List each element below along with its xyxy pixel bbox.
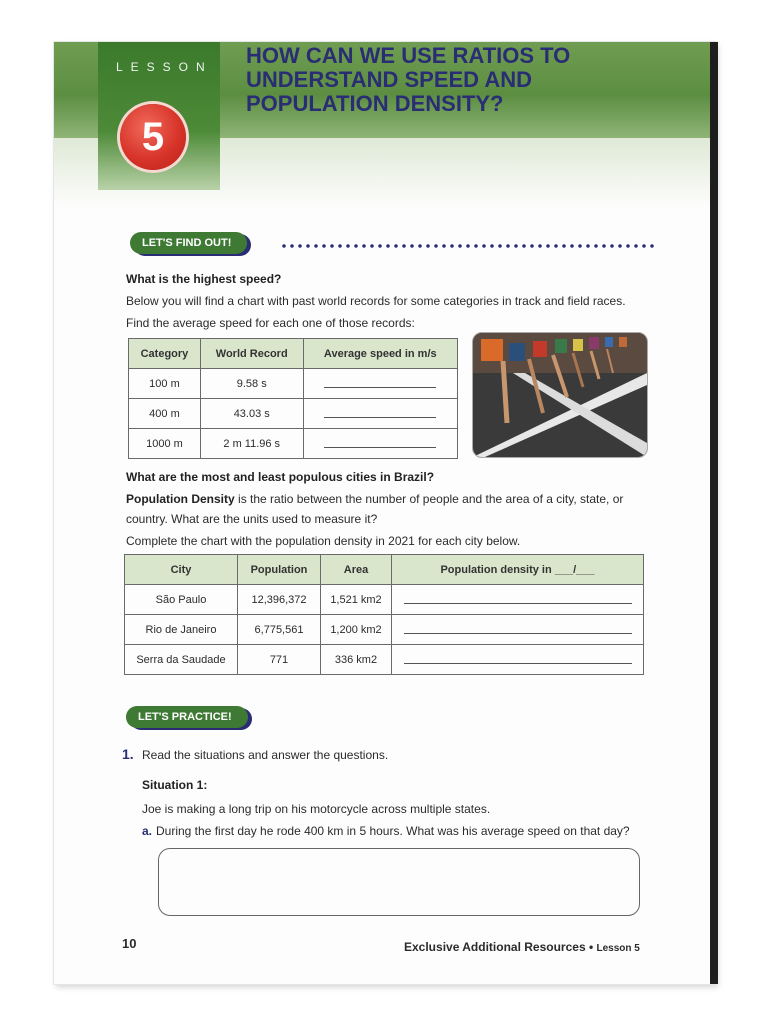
answer-box[interactable] xyxy=(158,848,640,916)
situation-text: Joe is making a long trip on his motorcycle across multiple states. xyxy=(142,802,491,816)
cell-population: 771 xyxy=(238,645,321,675)
cell-area: 1,521 km2 xyxy=(321,585,392,615)
title-line-2: UNDERSTAND SPEED AND xyxy=(246,67,533,92)
footer-credit xyxy=(404,940,640,954)
lesson-number: 5 xyxy=(141,115,165,159)
header-population: Population xyxy=(238,555,321,585)
answer-blank[interactable] xyxy=(392,645,644,675)
title-line-1: HOW CAN WE USE RATIOS TO xyxy=(246,43,571,68)
table-row xyxy=(125,615,644,645)
answer-blank[interactable] xyxy=(303,369,457,399)
table-row xyxy=(125,585,644,615)
cell-area: 336 km2 xyxy=(321,645,392,675)
q2-heading: What are the most and least populous cities in Brazil? xyxy=(126,470,435,484)
header-city: City xyxy=(125,555,238,585)
q2-text-line-3: Complete the chart with the population density in 2021 for each city below. xyxy=(126,534,521,548)
answer-blank[interactable] xyxy=(303,399,457,429)
cell-category: 100 m xyxy=(129,369,201,399)
q1-heading: What is the highest speed? xyxy=(126,272,282,286)
cell-population: 6,775,561 xyxy=(238,615,321,645)
answer-blank[interactable] xyxy=(392,615,644,645)
q1-text-line-2: Find the average speed for each one of those records: xyxy=(126,316,415,330)
cell-city: São Paulo xyxy=(125,585,238,615)
lets-practice-label: LET'S PRACTICE! xyxy=(126,706,248,728)
footer-lesson: Lesson 5 xyxy=(596,943,640,954)
cell-city: Serra da Saudade xyxy=(125,645,238,675)
sub-question-label: a. xyxy=(142,824,153,838)
cell-record: 2 m 11.96 s xyxy=(200,429,303,459)
world-records-table xyxy=(128,338,458,459)
header-population-density: Population density in ___/___ xyxy=(392,555,644,585)
table-row xyxy=(129,369,458,399)
table-row xyxy=(129,429,458,459)
population-density-table xyxy=(124,554,644,675)
cell-category: 400 m xyxy=(129,399,201,429)
title-line-3: POPULATION DENSITY? xyxy=(246,91,504,116)
item-number: 1. xyxy=(122,746,134,762)
table-row xyxy=(125,645,644,675)
cell-area: 1,200 km2 xyxy=(321,615,392,645)
q2-text-line-1-rest: is the ratio between the number of people and the area of a city, state, or xyxy=(234,492,624,506)
cell-record: 9.58 s xyxy=(200,369,303,399)
footer-text: Exclusive Additional Resources xyxy=(404,940,586,954)
cell-city: Rio de Janeiro xyxy=(125,615,238,645)
track-runners-photo xyxy=(472,332,648,458)
header-world-record: World Record xyxy=(200,339,303,369)
header-category: Category xyxy=(129,339,201,369)
table-header-row xyxy=(129,339,458,369)
worksheet-page xyxy=(54,42,716,984)
sub-question-text: During the first day he rode 400 km in 5 hours. What was his average speed on that day? xyxy=(156,824,630,838)
population-density-term: Population Density xyxy=(126,492,235,506)
page-edge-shadow xyxy=(710,42,718,984)
answer-blank[interactable] xyxy=(392,585,644,615)
table-header-row xyxy=(125,555,644,585)
page-title xyxy=(246,44,686,116)
answer-blank[interactable] xyxy=(303,429,457,459)
q2-text-line-2: country. What are the units used to measure it? xyxy=(126,512,378,526)
cell-record: 43.03 s xyxy=(200,399,303,429)
page-number: 10 xyxy=(122,936,137,951)
q2-text-line-1 xyxy=(126,492,623,506)
table-row xyxy=(129,399,458,429)
header-area: Area xyxy=(321,555,392,585)
cell-population: 12,396,372 xyxy=(238,585,321,615)
dotted-divider xyxy=(280,244,656,248)
footer-bullet: • xyxy=(588,940,594,954)
lets-find-out-label: LET'S FIND OUT! xyxy=(130,232,247,254)
track-photo-image xyxy=(473,333,647,457)
lesson-label: LESSON xyxy=(116,60,213,74)
item-instruction: Read the situations and answer the questions. xyxy=(142,748,389,762)
header-average-speed: Average speed in m/s xyxy=(303,339,457,369)
q1-text-line-1: Below you will find a chart with past world records for some categories in track and field races. xyxy=(126,294,626,308)
situation-title: Situation 1: xyxy=(142,778,208,792)
cell-category: 1000 m xyxy=(129,429,201,459)
